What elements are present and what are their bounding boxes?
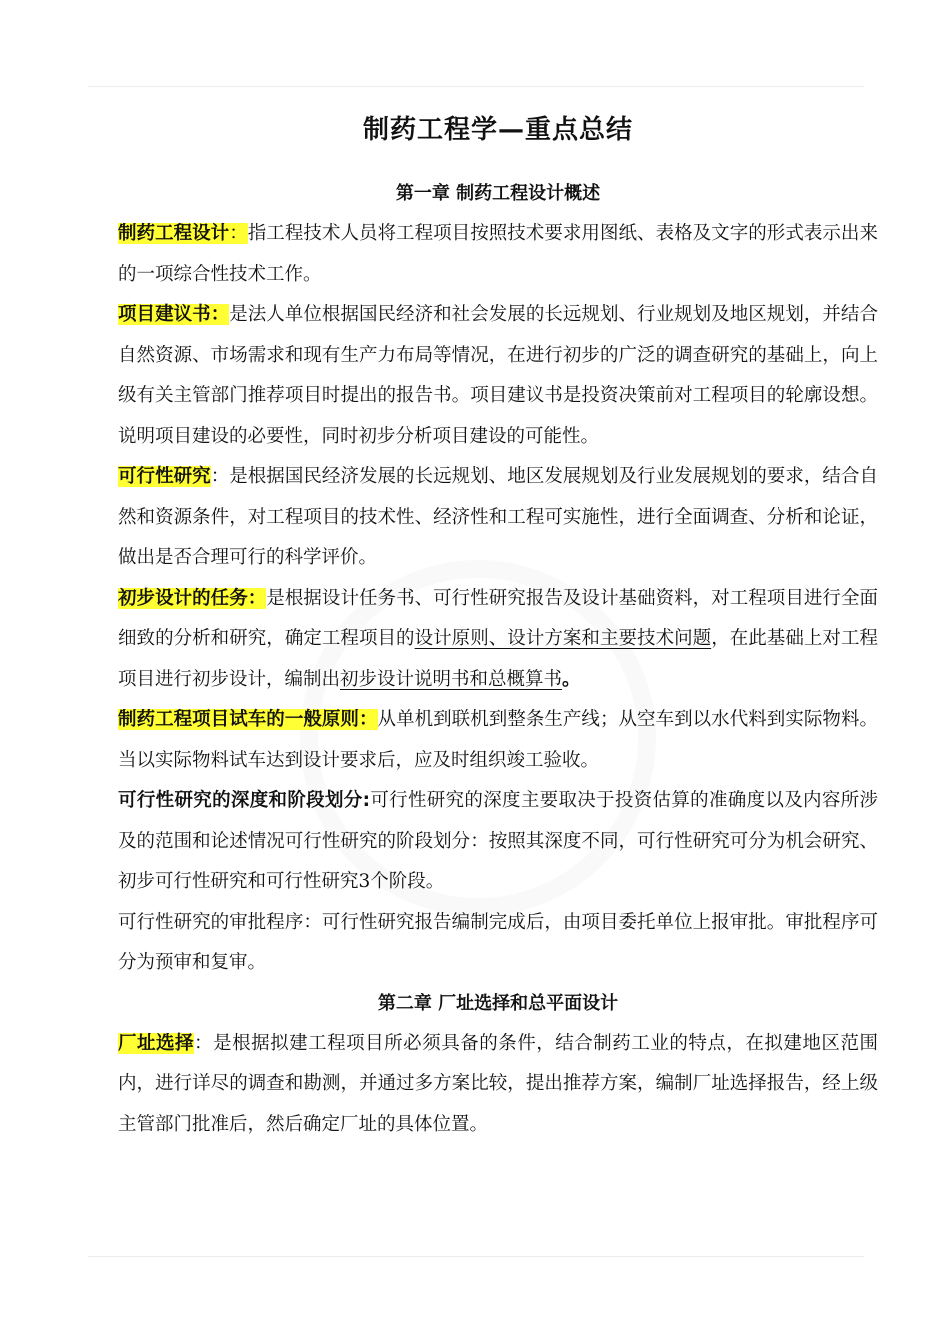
term-bold: 可行性研究的深度和阶段划分 xyxy=(118,790,363,811)
paragraph-site-selection xyxy=(118,1024,878,1146)
chapter-2-heading: 第二章 厂址选择和总平面设计 xyxy=(377,992,619,1014)
paragraph-design-definition xyxy=(118,214,878,295)
paragraph-preliminary-design xyxy=(118,579,878,701)
chapter-1-heading: 第一章 制药工程设计概述 xyxy=(395,183,601,204)
term-colon: ： xyxy=(247,587,267,609)
paragraph-text: 可行性研究的深度主要取决于投资估算的准确度以及内容所涉及的范围和论述情况可行性研究的阶段划分：按照其深度不同，可行性研究可分为机会研究、初步可行性研究和可行性研究3个阶段。 xyxy=(118,790,878,892)
term-colon: ： xyxy=(210,466,230,487)
term-colon: : xyxy=(362,790,370,811)
term-highlight: 制药工程项目试车的一般原则 xyxy=(118,709,359,730)
term-highlight: 可行性研究 xyxy=(118,466,211,487)
term-colon: ： xyxy=(194,1032,214,1054)
term-colon: ： xyxy=(229,223,248,244)
term-colon: ： xyxy=(358,709,378,730)
underlined-text: 设计原则、设计方案和主要技术问题 xyxy=(414,628,712,649)
footer-rule xyxy=(88,1256,864,1257)
term-highlight: 初步设计的任务 xyxy=(118,587,248,609)
header-rule xyxy=(88,86,864,87)
paragraph-text: 可行性研究的审批程序：可行性研究报告编制完成后，由项目委托单位上报审批。审批程序可分为预审和复审。 xyxy=(118,911,878,973)
paragraph-end: 。 xyxy=(562,668,581,690)
paragraph-project-proposal xyxy=(118,295,878,457)
paragraph-text: 从单机到联机到整条生产线；从空车到以水代料到实际物料。当以实际物料试车达到设计要求后，应及时组织竣工验收。 xyxy=(118,709,878,771)
paragraph-text: ，在此基础上对工程项目进行初步设计，编制出 xyxy=(118,628,878,690)
paragraph-approval-procedure xyxy=(118,903,878,984)
paragraph-text: 是法人单位根据国民经济和社会发展的长远规划、行业规划及地区规划，并结合自然资源、市场需求和现有生产力布局等情况，在进行初步的广泛的调查研究的基础上，向上级有关主管部门推荐项目时提出的报告书。项目建议书是投资决策前对工程项目的轮廓设想。说明项目建设的必要性，同时初步分析项目建设的可能性。 xyxy=(118,304,878,447)
paragraph-feasibility-depth xyxy=(118,781,878,903)
paragraph-text: 是根据拟建工程项目所必须具备的条件，结合制药工业的特点，在拟建地区范围内，进行详尽的调查和勘测，并通过多方案比较，提出推荐方案，编制厂址选择报告，经上级主管部门批准后，然后确定厂址的具体位置。 xyxy=(118,1032,878,1135)
underlined-text: 初步设计说明书和总概算书 xyxy=(340,668,563,690)
paragraph-text: 是根据国民经济发展的长远规划、地区发展规划及行业发展规划的要求，结合自然和资源条件，对工程项目的技术性、经济性和工程可实施性，进行全面调查、分析和论证，做出是否合理可行的科学评价。 xyxy=(118,466,878,568)
term-highlight: 项目建议书 xyxy=(118,304,211,325)
document-page xyxy=(118,112,878,1145)
paragraph-text: 是根据设计任务书、可行性研究报告及设计基础资料，对工程项目进行全面细致的分析和研究，确定工程项目的 xyxy=(118,587,878,649)
document-title: 制药工程学—重点总结 xyxy=(362,115,633,145)
term-colon: ： xyxy=(210,304,230,325)
term-highlight: 制药工程设计 xyxy=(118,223,230,244)
paragraph-trial-run-principles xyxy=(118,700,878,781)
term-highlight: 厂址选择 xyxy=(118,1032,195,1054)
paragraph-text: 指工程技术人员将工程项目按照技术要求用图纸、表格及文字的形式表示出来的一项综合性技术工作。 xyxy=(118,223,878,285)
paragraph-feasibility-study xyxy=(118,457,878,579)
